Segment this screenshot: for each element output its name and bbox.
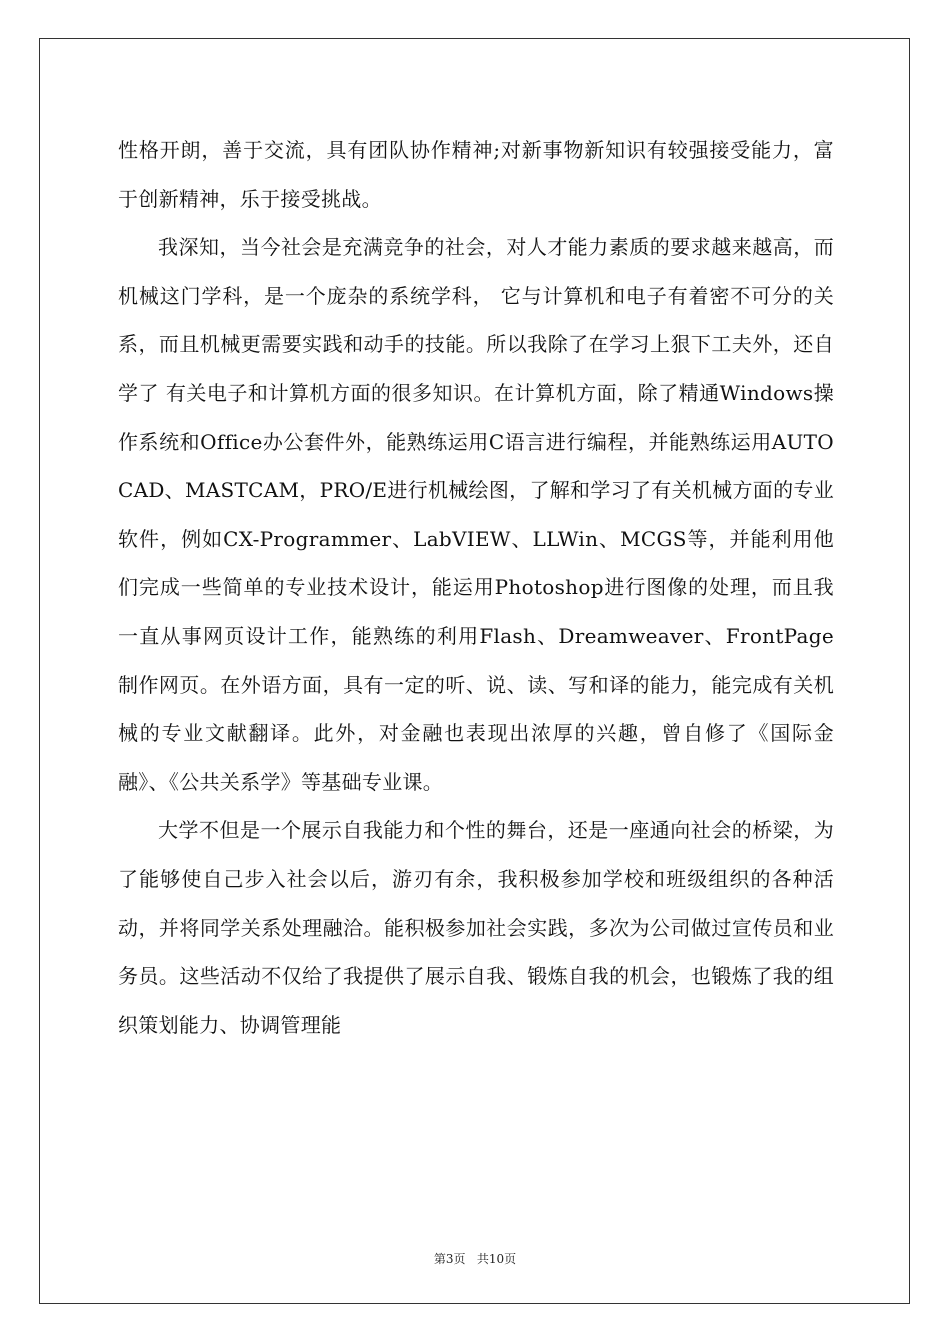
paragraph-2: 我深知，当今社会是充满竞争的社会，对人才能力素质的要求越来越高，而机械这门学科，是一个庞杂的系统学科， 它与计算机和电子有着密不可分的关系，而且机械更需要实践和动手的技能。所以我除了在学习上狠下工夫外，还自学了 有关电子和计算机方面的很多知识。在计算机方面，除了精通Windows操作系统和Office办公套件外，能熟练运用C语言进行编程，并能熟练运用AUTOCAD、MASTCAM，PRO/E进行机械绘图，了解和学习了有关机械方面的专业软件，例如CX-Programmer、LabVIEW、LLWin、MCGS等，并能利用他们完成一些简单的专业技术设计，能运用Photoshop进行图像的处理，而且我一直从事网页设计工作，能熟练的利用Flash、Dreamweaver、FrontPage制作网页。在外语方面，具有一定的听、说、读、写和译的能力，能完成有关机械的专业文献翻译。此外，对金融也表现出浓厚的兴趣，曾自修了《国际金融》、《公共关系学》等基础专业课。 <box>118 235 834 794</box>
paragraph-3: 大学不但是一个展示自我能力和个性的舞台，还是一座通向社会的桥梁，为了能够使自己步入社会以后，游刃有余，我积极参加学校和班级组织的各种活动，并将同学关系处理融洽。能积极参加社会实践，多次为公司做过宣传员和业务员。这些活动不仅给了我提供了展示自我、锻炼自我的机会，也锻炼了我的组织策划能力、协调管理能 <box>118 818 834 1037</box>
page-number-footer: 第3页 共10页 <box>433 1252 517 1266</box>
paragraph-1: 性格开朗，善于交流，具有团队协作精神;对新事物新知识有较强接受能力，富于创新精神，乐于接受挑战。 <box>118 138 834 211</box>
document-body <box>118 126 834 1049</box>
